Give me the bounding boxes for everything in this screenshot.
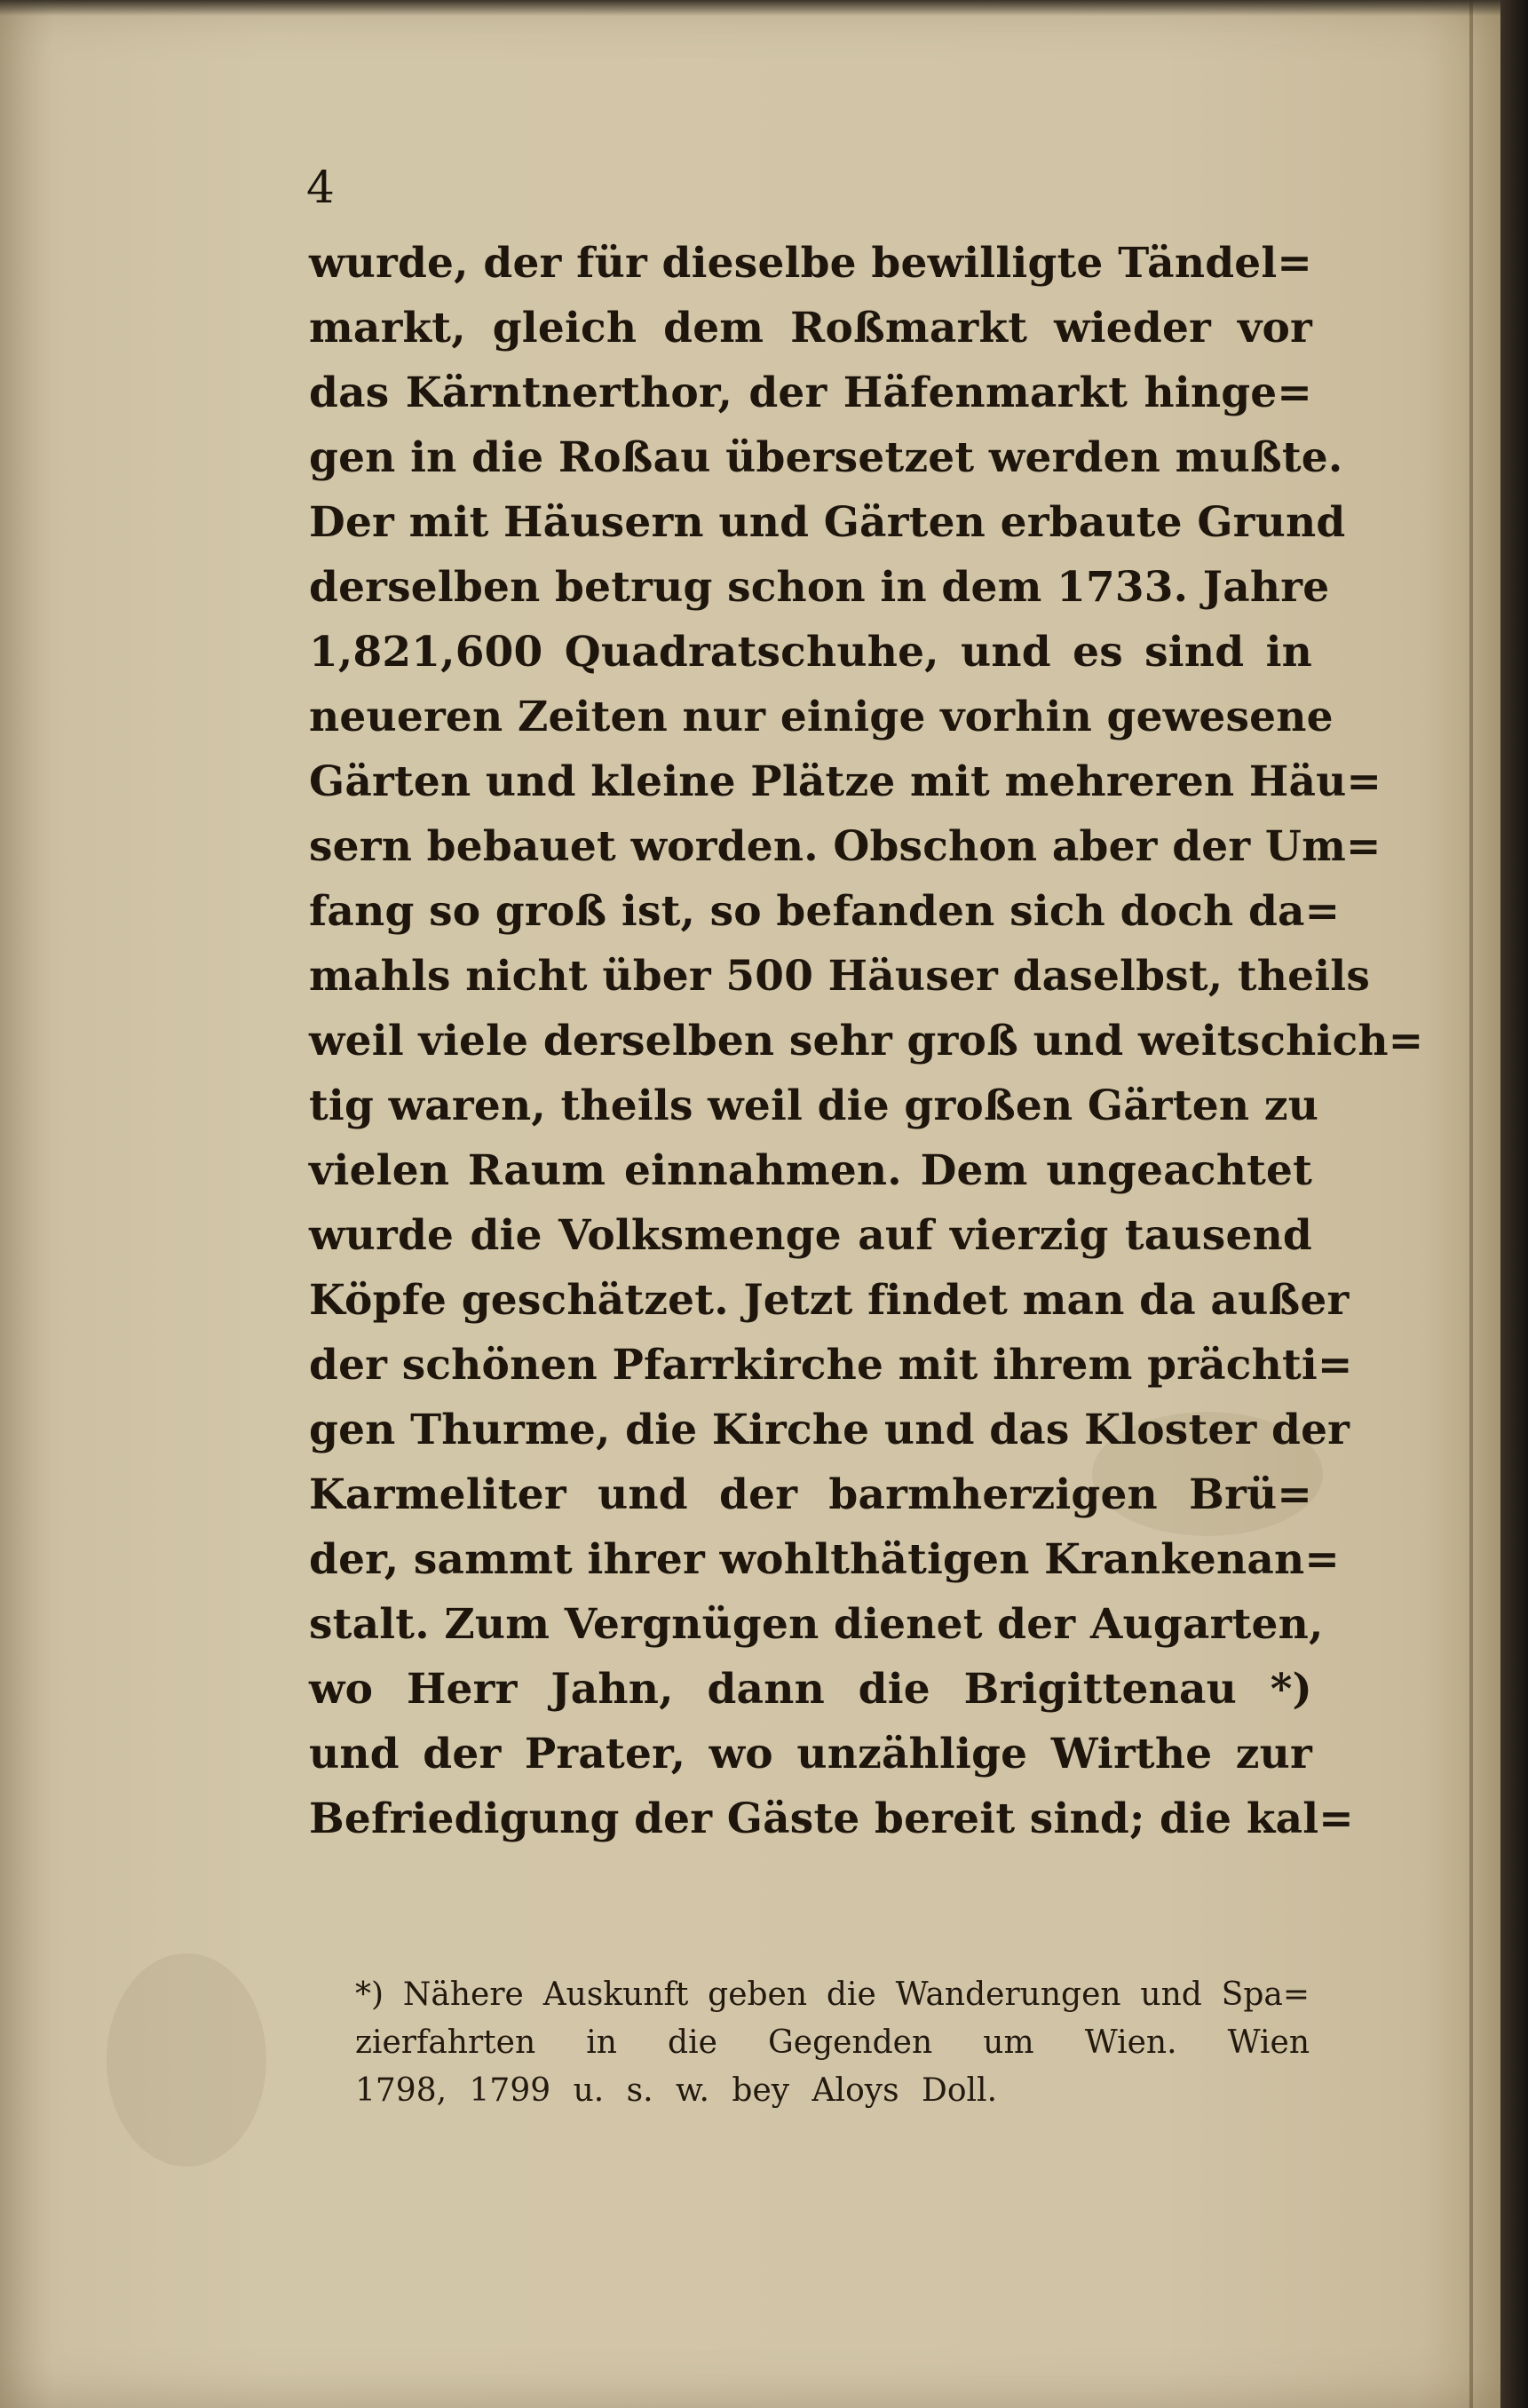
text-line: der schönen Pfarrkirche mit ihrem prächti= <box>309 1341 1353 1390</box>
book-binding-edge <box>1500 0 1528 2408</box>
text-line: Gärten und kleine Plätze mit mehreren Häu= <box>309 757 1382 806</box>
text-line: gen in die Roßau übersetzet werden mußte. <box>309 433 1343 482</box>
text-line: wo Herr Jahn, dann die Brigittenau *) <box>309 1665 1312 1714</box>
text-line: neueren Zeiten nur einige vorhin gewesene <box>309 693 1334 741</box>
text-line: der, sammt ihrer wohlthätigen Krankenan= <box>309 1535 1341 1584</box>
text-line: das Kärntnerthor, der Häfenmarkt hinge= <box>309 368 1312 417</box>
footnote-line: zierfahrten in die Gegenden um Wien. Wien <box>355 2024 1310 2061</box>
footnote-line: 1798, 1799 u. s. w. bey Aloys Doll. <box>355 2072 998 2109</box>
text-line: sern bebauet worden. Obschon aber der Um= <box>309 822 1382 871</box>
text-line: stalt. Zum Vergnügen dienet der Augarten, <box>309 1600 1324 1649</box>
text-line: Köpfe geschätzet. Jetzt findet man da außer <box>309 1276 1350 1325</box>
text-line: vielen Raum einnahmen. Dem ungeachtet <box>309 1146 1312 1195</box>
text-line: Der mit Häusern und Gärten erbaute Grund <box>309 498 1346 547</box>
text-line: Befriedigung der Gäste bereit sind; die kal= <box>309 1794 1354 1843</box>
page-number: 4 <box>306 162 335 213</box>
text-line: 1,821,600 Quadratschuhe, und es sind in <box>309 628 1312 677</box>
text-line: fang so groß ist, so befanden sich doch da= <box>309 887 1341 936</box>
text-line: wurde, der für dieselbe bewilligte Tändel= <box>309 239 1312 288</box>
text-line: Karmeliter und der barmherzigen Brü= <box>309 1470 1312 1519</box>
text-line: weil viele derselben sehr groß und weitschich= <box>309 1017 1424 1065</box>
footnote-line: *) Nähere Auskunft geben die Wanderungen und Spa= <box>355 1976 1310 2013</box>
text-line: und der Prater, wo unzählige Wirthe zur <box>309 1730 1312 1778</box>
text-line: gen Thurme, die Kirche und das Kloster der <box>309 1406 1350 1454</box>
text-line: mahls nicht über 500 Häuser daselbst, theils <box>309 952 1371 1001</box>
page-top-shadow <box>0 0 1500 16</box>
text-line: derselben betrug schon in dem 1733. Jahre <box>309 563 1330 612</box>
text-line: markt, gleich dem Roßmarkt wieder vor <box>309 304 1312 352</box>
text-line: tig waren, theils weil die großen Gärten zu <box>309 1081 1319 1130</box>
body-text <box>309 231 1424 1851</box>
text-line: wurde die Volksmenge auf vierzig tausend <box>309 1211 1312 1260</box>
paper-stain <box>107 1953 266 2166</box>
footnote <box>355 1971 1310 2115</box>
